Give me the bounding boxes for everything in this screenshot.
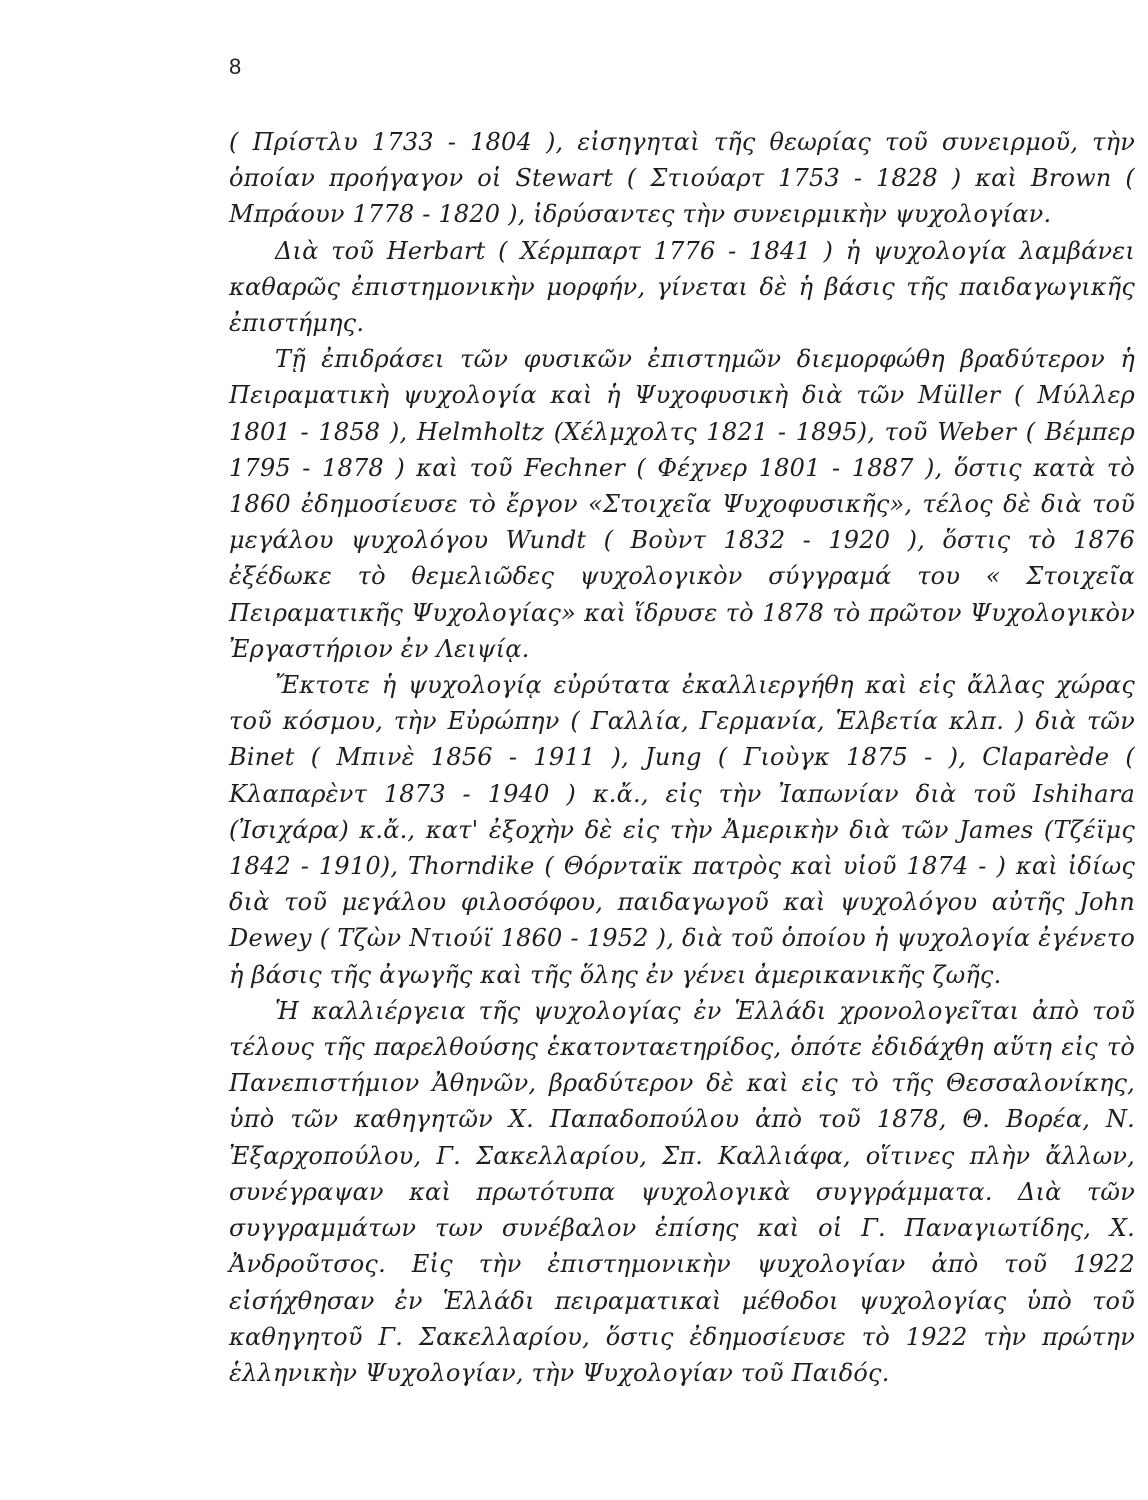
paragraph-herbart: Διὰ τοῦ Herbart ( Χέρμπαρτ 1776 - 1841 ) ἡ ψυχολογία λαμβάνει καθαρῶς ἐπιστημονικὴν μορφήν, γίνεται δὲ ἡ βάσις τῆς παιδαγωγικῆς ἐπιστήμης. bbox=[229, 236, 1135, 338]
paragraph-continuation: ( Πρίστλυ 1733 - 1804 ), εἰσηγηταὶ τῆς θεωρίας τοῦ συνειρμοῦ, τὴν ὁποίαν προήγαγον οἱ Stewart ( Στιούαρτ 1753 - 1828 ) καὶ Brown ( Μπράουν 1778 - 1820 ), ἱδρύσαντες τὴν συνειρμικὴν ψυχολογίαν. bbox=[229, 128, 1135, 229]
paragraph-experimental-psychology: Τῇ ἐπιδράσει τῶν φυσικῶν ἐπιστημῶν διεμορφώθη βραδύτερον ἡ Πειραματικὴ ψυχολογία καὶ ἡ Ψυχοφυσικὴ διὰ τῶν Müller ( Μύλλερ 1801 - 1858 ), Helmholtz (Χέλμχολτς 1821 - 1895), τοῦ Weber ( Βέμπερ 1795 - 1878 ) καὶ τοῦ Fechner ( Φέχνερ 1801 - 1887 ), ὅστις κατὰ τὸ 1860 ἐδημοσίευσε τὸ ἔργον «Στοιχεῖα Ψυχοφυσικῆς», τέλος δὲ διὰ τοῦ μεγάλου ψυχολόγου Wundt ( Βοὺντ 1832 - 1920 ), ὅστις τὸ 1876 ἐξέδωκε τὸ θεμελιῶδες ψυχολογικὸν σύγγραμά του « Στοιχεῖα Πειραματικῆς Ψυχολογίας» καὶ ἵδρυσε τὸ 1878 τὸ πρῶτον Ψυχολογικὸν Ἐργαστήριον ἐν Λειψίᾳ. bbox=[229, 345, 1135, 663]
page-number: 8 bbox=[229, 54, 242, 79]
body-text bbox=[229, 124, 1135, 1391]
paragraph-psychology-in-greece: Ἡ καλλιέργεια τῆς ψυχολογίας ἐν Ἑλλάδι χρονολογεῖται ἀπὸ τοῦ τέλους τῆς παρελθούσης ἑκατονταετηρίδος, ὁπότε ἐδιδάχθη αὕτη εἰς τὸ Πανεπιστήμιον Ἀθηνῶν, βραδύτερον δὲ καὶ εἰς τὸ τῆς Θεσσαλονίκης, ὑπὸ τῶν καθηγητῶν Χ. Παπαδοπούλου ἀπὸ τοῦ 1878, Θ. Βορέα, Ν. Ἐξαρχοπούλου, Γ. Σακελλαρίου, Σπ. Καλλιάφα, οἵτινες πλὴν ἄλλων, συνέγραψαν καὶ πρωτότυπα ψυχολογικὰ συγγράμματα. Διὰ τῶν συγγραμμάτων των συνέβαλον ἐπίσης καὶ οἱ Γ. Παναγιωτίδης, Χ. Ἀνδροῦτσος. Εἰς τὴν ἐπιστημονικὴν ψυχολογίαν ἀπὸ τοῦ 1922 εἰσήχθησαν ἐν Ἑλλάδι πειραματικαὶ μέθοδοι ψυχολογίας ὑπὸ τοῦ καθηγητοῦ Γ. Σακελλαρίου, ὅστις ἐδημοσίευσε τὸ 1922 τὴν πρώτην ἑλληνικὴν Ψυχολογίαν, τὴν Ψυχολογίαν τοῦ Παιδός. bbox=[229, 996, 1135, 1387]
paragraph-spread-of-psychology: Ἔκτοτε ἡ ψυχολογίᾳ εὐρύτατα ἐκαλλιεργήθη καὶ εἰς ἄλλας χώρας τοῦ κόσμου, τὴν Εὐρώπην ( Γαλλία, Γερμανία, Ἑλβετία κλπ. ) διὰ τῶν Binet ( Μπινὲ 1856 - 1911 ), Jung ( Γιοὺγκ 1875 - ), Claparède ( Κλαπαρὲντ 1873 - 1940 ) κ.ἄ., εἰς τὴν Ἰαπωνίαν διὰ τοῦ Ishihara (Ἰσιχάρα) κ.ἄ., κατ' ἐξοχὴν δὲ εἰς τὴν Ἀμερικὴν διὰ τῶν James (Τζέϊμς 1842 - 1910), Thorndike ( Θόρνταϊκ πατρὸς καὶ υἱοῦ 1874 - ) καὶ ἰδίως διὰ τοῦ μεγάλου φιλοσόφου, παιδαγωγοῦ καὶ ψυχολόγου αὐτῆς John Dewey ( Τζὼν Ντιούϊ 1860 - 1952 ), διὰ τοῦ ὁποίου ἡ ψυχολογία ἐγένετο ἡ βάσις τῆς ἀγωγῆς καὶ τῆς ὅλης ἐν γένει ἀμερικανικῆς ζωῆς. bbox=[229, 671, 1135, 989]
